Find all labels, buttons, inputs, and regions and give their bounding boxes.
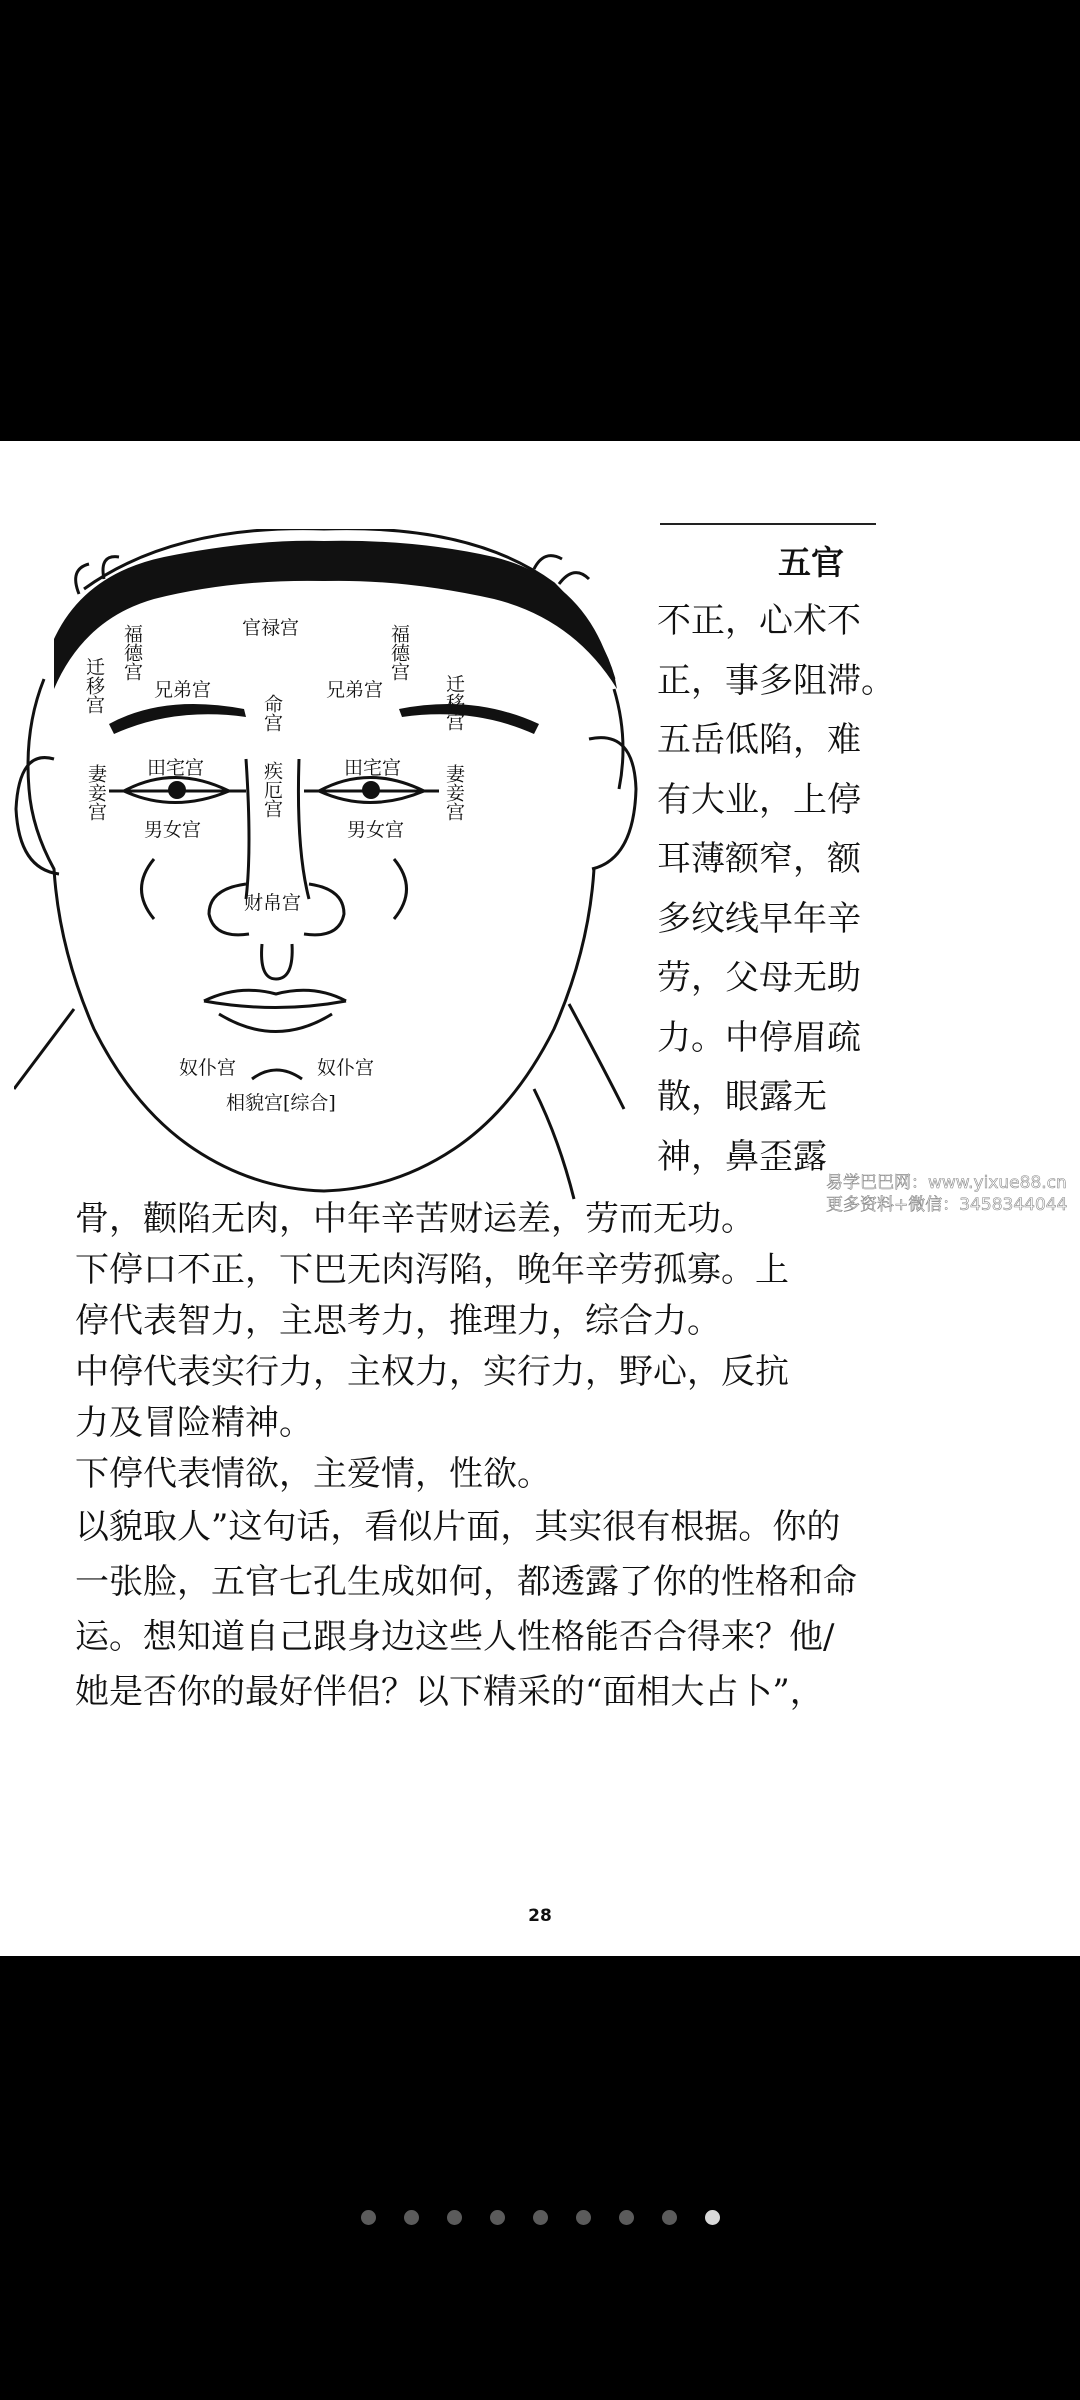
chin-arc [252, 1070, 302, 1079]
body-line: 她是否你的最好伴侣？以下精采的“面相大占卜”， [75, 1672, 824, 1712]
label-xiongdi-right: 兄弟宫 [326, 679, 384, 701]
label-fude-right: 福德宫 [388, 624, 410, 681]
side-line: 散，眼露无 [657, 1077, 827, 1117]
side-line: 不正，心术不 [657, 601, 861, 641]
label-nannv-right: 男女宫 [347, 819, 405, 841]
nose-tip [262, 944, 293, 979]
label-jie: 疾厄宫 [261, 761, 283, 818]
page-number: 28 [528, 1906, 552, 1926]
neck-right [534, 1089, 574, 1199]
label-nupu-right: 奴仆宫 [317, 1057, 375, 1079]
upper-lip [204, 990, 346, 1001]
label-nannv-left: 男女宫 [144, 819, 202, 841]
mouth-line [204, 1001, 346, 1008]
label-caibo: 财帛宫 [244, 892, 302, 914]
page-dot[interactable] [619, 2210, 634, 2225]
shoulder-right [569, 1004, 624, 1109]
body-line: 骨，颧陷无肉，中年辛苦财运差，劳而无功。 [75, 1199, 755, 1239]
watermark-line: 易学巴巴网：www.yixue88.cn [826, 1173, 1067, 1193]
right-ear [589, 738, 636, 869]
section-title: 五官 [778, 543, 844, 582]
page-indicator[interactable] [0, 2210, 1080, 2225]
body-line: 下停代表情欲，主爱情，性欲。 [75, 1454, 551, 1494]
lower-lip [219, 1014, 332, 1032]
page-dot[interactable] [404, 2210, 419, 2225]
label-xiangmao: 相貌宫[综合] [226, 1092, 336, 1114]
nose-wing-right [304, 884, 344, 935]
shoulder-left [14, 1009, 74, 1089]
label-fude-left: 福德宫 [121, 624, 143, 681]
page-dot[interactable] [662, 2210, 677, 2225]
body-text [75, 1194, 995, 1720]
body-line: 力及冒险精神。 [75, 1403, 313, 1443]
body-line: 下停口不正，下巴无肉泻陷，晚年辛劳孤寡。上 [75, 1250, 789, 1290]
nose-bridge-right [298, 759, 309, 899]
face-reading-diagram [14, 529, 639, 1204]
watermark-line: 更多资料+微信：3458344044 [826, 1195, 1068, 1215]
label-ming: 命宫 [261, 694, 283, 732]
nose-bridge-left [246, 759, 249, 899]
body-line: 中停代表实行力，主权力，实行力，野心，反抗 [75, 1352, 789, 1392]
side-line: 正，事多阻滞。 [657, 660, 895, 701]
watermark [826, 1172, 1067, 1216]
body-line: 运。想知道自己跟身边这些人性格能否合得来？他/ [75, 1617, 835, 1657]
body-line: 以貌取人”这句话，看似片面，其实很有根据。你的 [75, 1507, 841, 1547]
label-qianyi-left: 迁移宫 [83, 657, 105, 714]
book-page [0, 441, 1080, 1956]
page-dot[interactable] [576, 2210, 591, 2225]
label-qiqie-right: 妻妾宫 [443, 764, 465, 821]
label-xiongdi-left: 兄弟宫 [154, 679, 212, 701]
side-line: 五岳低陷，难 [657, 720, 861, 760]
page-dot[interactable] [447, 2210, 462, 2225]
body-line: 一张脸，五官七孔生成如何，都透露了你的性格和命 [75, 1562, 857, 1602]
page-dot[interactable] [533, 2210, 548, 2225]
side-line: 力。中停眉疏 [657, 1017, 861, 1058]
nose-wing-left [209, 884, 249, 935]
side-line: 多纹线早年辛 [657, 898, 861, 939]
left-eyebrow [109, 704, 246, 734]
right-eyebrow [399, 704, 539, 734]
label-tianzhai-right: 田宅宫 [344, 757, 402, 779]
page-dot-active[interactable] [705, 2210, 720, 2225]
label-qianyi-right: 迁移宫 [443, 674, 465, 731]
cheek-line-left [142, 859, 155, 919]
label-tianzhai-left: 田宅宫 [147, 757, 205, 779]
side-line: 神，鼻歪露 [657, 1136, 827, 1177]
side-line: 有大业，上停 [657, 779, 861, 820]
label-guanlu: 官禄宫 [242, 617, 300, 639]
page-dot[interactable] [361, 2210, 376, 2225]
title-rule [660, 523, 876, 525]
label-qiqie-left: 妻妾宫 [85, 764, 107, 821]
body-line: 停代表智力，主思考力，推理力，综合力。 [75, 1301, 721, 1341]
side-line: 耳薄额窄，额 [657, 839, 861, 879]
label-nupu-left: 奴仆宫 [179, 1057, 237, 1079]
cheek-line-right [394, 859, 407, 919]
left-ear [16, 758, 59, 874]
side-line: 劳，父母无助 [657, 958, 861, 998]
page-dot[interactable] [490, 2210, 505, 2225]
side-column-text [657, 592, 895, 1187]
